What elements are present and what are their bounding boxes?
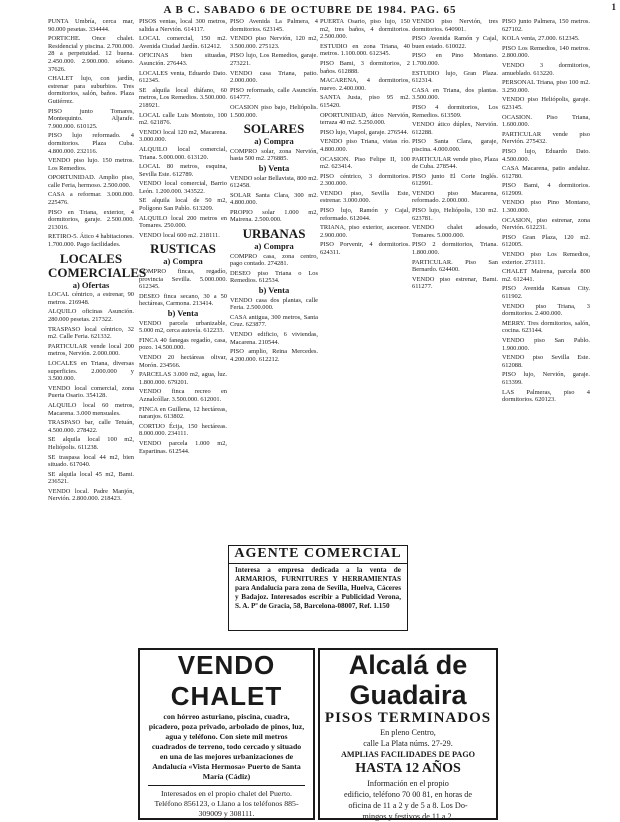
classified-ad: VENDO local comercial, Barrio León. 1.200.000. 343522. (139, 180, 227, 195)
page-mark: 1 (611, 2, 616, 12)
alcala-facilities: AMPLIAS FACILIDADES DE PAGO (340, 750, 476, 759)
classified-ad: VENDO piso Sevilla Este. 612088. (502, 354, 590, 369)
classified-ad: PISO céntrico, 3 dormitorios. 2.300.000. (320, 172, 410, 188)
classified-ad: SE alquila local diáfano, 60 metros, Los Remedios. 3.500.000. 218921. (139, 86, 227, 109)
solares-subheading-b: b) Venta (258, 162, 290, 173)
classified-ad: PISO lujo, Los Remedios, garaje. 273221. (230, 52, 318, 67)
classified-ad: VENDO local 120 m2, Macarena. 3.000.000. (139, 128, 227, 144)
urbanas-subheading-b: b) Venta (258, 285, 290, 296)
classified-ad: VENDO local 600 m2. 218111. (139, 231, 220, 239)
alcala-info-1: Información en el propio (367, 779, 449, 788)
urbanas-heading: URBANAS (242, 226, 306, 242)
classified-ad: FINCA 40 fanegas regadío, casa, pozo. 14.500.000. (139, 336, 227, 352)
classified-ad: PISO junto El Corte Inglés. 612991. (412, 172, 498, 188)
classified-ad: OCASION, piso estrenar, zona Nervión. 612231. (502, 216, 590, 232)
alcala-info-3: oficina de 11 a 2 y de 5 a 8. Los Do- (348, 801, 468, 810)
solares-heading: SOLARES (243, 121, 305, 137)
alcala-info-2: edificio, teléfono 70 00 81, en horas de (343, 790, 472, 799)
classified-ad: PISO amplio, Reina Mercedes. 4.200.000. 612212. (230, 348, 318, 363)
col5-ads (412, 18, 498, 291)
col6-ads (502, 18, 590, 404)
classified-ad: DESEO finca secano, 30 a 50 hectáreas, Carmona. 213414. (139, 292, 227, 308)
classified-ad: PISO en Pino Montano. 1.700.000. (412, 52, 498, 67)
classified-ad: PISO Santa Clara, garaje, piscina. 4.000.000. (412, 138, 498, 153)
alcala-location-2: calle La Plata núms. 27-29. (363, 739, 453, 748)
classified-ad: OPORTUNIDAD. Amplio piso, calle Feria, hermoso. 2.500.000. (48, 174, 134, 189)
rusticas-ads-b (139, 320, 227, 456)
alcala-subtitle: PISOS TERMINADOS (324, 710, 492, 726)
classified-ad: COMPRO fincas, regadío, provincia Sevilla. 5.000.000. 612345. (139, 268, 227, 291)
classified-ad: COMPRO casa, zona centro, pago contado. 274281. (230, 252, 318, 268)
classified-ad: OFICINAS bien situadas, Asunción. 276443. (139, 52, 227, 67)
classified-ad: SE alquila local de 50 m2, Polígono San Pablo. 613209. (139, 197, 227, 213)
column-6 (502, 18, 590, 818)
classified-ad: RETIRO-5. Ático 4 habitaciones. 1.700.000. Pago facilidades. (48, 233, 134, 249)
classified-ad: SE traspasa local 44 m2, bien situado. 617040. (48, 453, 134, 469)
classified-ad: SOLAR Santa Clara, 300 m2. 4.800.000. (230, 191, 318, 207)
classified-ad: VENDO piso estrenar, Bami. 611277. (412, 275, 498, 291)
classified-ad: LOCALES en Triana, diversas superficies. 2.000.000 y 3.500.000. (48, 359, 134, 383)
solares-subheading-a: a) Compra (254, 136, 294, 147)
classified-ad: PISO Los Remedios, 140 metros. 2.800.000. (502, 44, 590, 60)
classified-ad: PISO lujo, Heliópolis, 130 m2. 623781. (412, 207, 498, 222)
classified-ad: SANTA Justa, piso 95 m2. 615420. (320, 94, 410, 109)
classified-ad: MACARENA, 4 dormitorios, nuevo. 2.400.000. (320, 77, 410, 92)
classified-ad: VENDO solar Bellavista, 800 m2. 612458. (230, 174, 318, 190)
classified-ad: TRASPASO local céntrico, 32 m2. Calle Feria. 621332. (48, 325, 134, 341)
classified-ad: VENDO piso Triana, 3 dormitorios. 2.400.000. (502, 302, 590, 318)
classified-ad: VENDO piso Macarena, reformado. 2.000.000. (412, 189, 498, 205)
alcala-years: HASTA 12 AÑOS (355, 761, 461, 776)
classified-ad: LOCAL 80 metros, esquina, Sevilla Este. 612789. (139, 163, 227, 178)
classified-ad: PISO 2 dormitorios, Triana. 1.800.000. (412, 241, 498, 257)
classified-ad: CHALET lujo, con jardín, estrenar para suburbios. Tres dormitorios, salón, baños. Plaza Gutiérrez. (48, 75, 134, 105)
classified-ad: OCASION. Piso Felipe II, 100 m2. 623414. (320, 155, 410, 171)
rusticas-heading: RUSTICAS (150, 241, 216, 257)
classified-ad: VENDO piso Nervión, tres dormitorios. 640901. (412, 18, 498, 33)
classified-ad: ESTUDIO en zona Triana, 40 metros. 1.100.000. 612345. (320, 42, 410, 58)
classified-ad: VENDO local. Padre Manjón, Nervión. 2.800.000. 218423. (48, 487, 134, 503)
classified-ad: FINCA en Guillena, 12 hectáreas, naranjos. 613802. (139, 405, 227, 421)
classified-ad: CASA antigua, 300 metros, Santa Cruz. 623877. (230, 313, 318, 329)
classified-ad: PISO Avenida La Palmera, 4 dormitorios. 623145. (230, 18, 318, 33)
classified-ad: PUERTA Osario, piso lujo, 150 m2, tres baños, 4 dormitorios. 2.500.000. (320, 18, 410, 41)
column-4 (320, 18, 410, 560)
classified-ad: PARTICULAR vende local 200 metros, Nervión. 2.000.000. (48, 342, 134, 358)
classified-ad: OCASION. Piso Triana, 1.600.000. (502, 113, 590, 129)
classified-ad: PROPIO solar 1.000 m2, Mairena. 2.500.000. (230, 208, 318, 224)
classified-ad: VENDO piso lujo. 150 metros. Los Remedios. (48, 157, 134, 172)
classified-ad: LOCAL calle Luis Montoto, 100 m2. 621876. (139, 111, 227, 127)
classified-ad: VENDO piso Los Remedios, exterior. 273111. (502, 251, 590, 266)
classified-ad: PISOS ventas, local 300 metros, salida a Nervión. 614117. (139, 18, 227, 33)
classified-ad: VENDO parcela urbanizable, 5.000 m2, cerca autovía. 612233. (139, 319, 227, 335)
classified-ad: SE alquila local 100 m2, Heliópolis. 611238. (48, 436, 134, 451)
classified-ad: VENDO piso Triana, vistas río. 4.800.000. (320, 138, 410, 153)
classified-ad: PARTICULAR. Piso San Bernardo. 624400. (412, 258, 498, 274)
alcala-title: Alcalá de Guadaira (348, 650, 468, 710)
classified-ad: PISO Avenida Kansas City. 611902. (502, 285, 590, 300)
classified-ad: OCASION piso bajo, Heliópolis. 1.500.000. (230, 103, 318, 119)
classified-ad: PISO lujo, Viapol, garaje. 276544. (320, 128, 409, 136)
classified-ad: PISO Gran Plaza, 120 m2. 612005. (502, 233, 590, 249)
classified-ad: PISO Porvenir, 4 dormitorios. 624311. (320, 241, 410, 257)
classified-ad: ALQUILO local comercial, Triana. 5.000.000. 613120. (139, 145, 227, 161)
column-3 (230, 18, 318, 560)
classified-ad: PISO lujo, Nervión, garaje. 613399. (502, 371, 590, 386)
column-2 (139, 18, 227, 618)
classified-ad: COMPRO solar, zona Nervión, hasta 500 m2. 276885. (230, 147, 318, 163)
classified-ad: PORTICHE. Once chalet. Residencial y piscina. 2.700.000. 28 a perpetuidad. 12 buena. 2.450.000. 2.900.000. sótano. 37626. (48, 35, 134, 73)
classified-ad: TRASPASO bar, calle Tetuán, 4.500.000. 278422. (48, 419, 134, 434)
classified-ad: VENDO 20 hectáreas olivar, Morón. 234566. (139, 353, 227, 369)
alcala-guadaira-ad (318, 648, 498, 820)
alcala-location-1: En pleno Centro, (380, 728, 436, 737)
rusticas-ads-a (139, 268, 227, 308)
agente-title: AGENTE COMERCIAL (234, 546, 402, 561)
col3-ads (230, 18, 318, 119)
classified-ad: VENDO chalet adosado, Tomares. 5.000.000. (412, 224, 498, 239)
chalet-footer: Interesados en el propio chalet del Puerto. Teléfono 856123, o Llano a los teléfonos 885-309009 y 308111. (154, 789, 299, 818)
classified-ad: TRIANA, piso exterior, ascensor. 2.900.000. (320, 224, 410, 239)
classified-ad: PISO Bami, 4 dormitorios. 612909. (502, 182, 590, 197)
page-header: A B C. SABADO 6 DE OCTUBRE DE 1984. PAG. 65 (163, 4, 457, 16)
classified-ad: PISO junto Palmera, 150 metros. 627102. (502, 18, 590, 33)
classified-ad: LOCAL comercial, 150 m2. Avenida Ciudad Jardín. 612412. (139, 35, 227, 50)
classified-ad: VENDO local comercial, zona Puerta Osario. 354128. (48, 384, 134, 400)
classified-ad: VENDO casa dos plantas, calle Feria. 2.500.000. (230, 296, 318, 312)
classified-ad: LOCALES venta, Eduardo Dato. 612345. (139, 69, 227, 85)
classified-ad: SE alquila local 45 m2, Bami. 236521. (48, 470, 134, 486)
classified-ad: VENDO piso Heliópolis, garaje. 623145. (502, 96, 590, 111)
rusticas-subheading-b: b) Venta (167, 308, 199, 318)
classified-ad: PISO lujo, Eduardo Dato. 4.500.000. (502, 147, 590, 163)
classified-ad: CORTIJO Écija, 150 hectáreas. 8.000.000. 234111. (139, 422, 227, 438)
classified-ad: ALQUILO oficinas Asunción. 280.000 pesetas. 217322. (48, 308, 134, 323)
classified-ad: CASA Macarena, patio andaluz. 612780. (502, 165, 590, 180)
classified-ad: MERRY. Tres dormitorios, salón, cocina. 623144. (502, 319, 590, 335)
classified-ad: VENDO piso Pino Montano, 1.300.000. (502, 199, 590, 215)
classified-ad: LAS Palmeras, piso 4 dormitorios. 620123. (502, 388, 590, 404)
classified-ad: PUNTA Umbría, cerca mar, 90.000 pesetas. 334444. (48, 18, 134, 33)
classified-ad: VENDO ático dúplex, Nervión. 612288. (412, 121, 498, 136)
classified-ad: VENDO piso, Sevilla Este, estrenar. 3.000.000. (320, 189, 410, 205)
classified-ad: DESEO piso Triana o Los Remedios. 612534. (230, 269, 318, 285)
classified-ad: PISO lujo, Ramón y Cajal, reformado. 612044. (320, 207, 410, 222)
classified-ad: VENDO edificio, 6 viviendas, Macarena. 210544. (230, 331, 318, 346)
classified-ad: OPORTUNIDAD, ático Nervión, terraza 40 m2. 5.250.000. (320, 111, 410, 127)
classified-ad: PISO Bami, 3 dormitorios, 2 baños. 612888. (320, 59, 410, 75)
column-1 (48, 18, 147, 818)
classified-ad: CASA en Triana, dos plantas. 3.500.000. (412, 86, 498, 102)
rusticas-subheading-a: a) Compra (163, 256, 203, 267)
col1-ads (48, 18, 134, 249)
urbanas-ads-a (230, 253, 318, 285)
classified-ad: PISO 4 dormitorios, Los Remedios. 613509. (412, 103, 498, 119)
classified-ad: PISO Avenida Ramón y Cajal, buen estado. 610022. (412, 35, 498, 50)
locales-ads (48, 291, 134, 503)
classified-ad: PARTICULAR vende piso Nervión. 275432. (502, 130, 590, 146)
classified-ad: PISO en Triana, exterior, 4 dormitorios, garaje. 2.500.000. 213016. (48, 208, 134, 231)
classified-ad: ESTUDIO lujo, Gran Plaza. 612314. (412, 69, 498, 85)
locales-heading: LOCALES COMERCIALES (48, 250, 147, 280)
classified-ad: CHALET Mairena, parcela 800 m2. 612441. (502, 268, 590, 283)
locales-subheading: a) Ofertas (72, 279, 110, 290)
classified-ad: ALQUILO local 200 metros en Tomares. 250.000. (139, 214, 227, 230)
classified-ad: LOCAL céntrico, a estrenar, 90 metros. 216948. (48, 291, 134, 306)
classified-ad: CASA a reformar. 3.000.000. 225476. (48, 191, 134, 207)
classified-ad: PISO reformado, calle Asunción. 614777. (230, 86, 318, 102)
chalet-title: VENDO CHALET (170, 650, 283, 711)
urbanas-subheading-a: a) Compra (254, 241, 294, 252)
classified-ad: VENDO casa Triana, patio. 2.000.000. (230, 69, 318, 85)
solares-ads-b (230, 175, 318, 225)
classified-ad: KOLA venta, 27.000. 612345. (502, 35, 580, 43)
classified-ad: VENDO parcela 1.000 m2, Espartinas. 612544. (139, 439, 227, 455)
agente-comercial-ad (228, 545, 408, 631)
classified-ad: PISO lujo reformado. 4 dormitorios. Plaza Cuba. 4.800.000. 232116. (48, 132, 134, 155)
solares-ads-a (230, 148, 318, 163)
alcala-info-4: mingos y festivos de 11 a 2. (362, 812, 454, 821)
agente-body: Interesa a empresa dedicada a la venta de ARMARIOS, FURNITURES Y HERRAMIENTAS para Andalucía para zona de Sevilla, Huelva, Cáceres y Badajoz. Interesados escribir a Publicidad Verona, S. A. Pº de Gracia, 58, Barcelona-08007, Ref. 1.150 (235, 566, 401, 610)
classified-ad: ALQUILO local 60 metros, Macarena. 3.000 mensuales. (48, 401, 134, 417)
classified-ad: PERSONAL Triana, piso 100 m2. 3.250.000. (502, 79, 590, 94)
col4-ads (320, 18, 410, 257)
classified-ad: PARCELAS 3.000 m2, agua, luz. 1.800.000. 679201. (139, 371, 227, 386)
classified-ad: VENDO piso San Pablo. 1.900.000. (502, 336, 590, 352)
classified-ad: PARTICULAR vende piso, Plaza de Cuba. 278544. (412, 155, 498, 171)
classified-ad: VENDO piso Nervión, 120 m2, 3.500.000. 275123. (230, 35, 318, 50)
chalet-body: con hórreo asturiano, piscina, cuadra, picadero, poza privado, arbolado de pinos, luz, agua y teléfono. Con siete mil metros cuadrados de terreno, todo cercado y situado en una de las mejores urbanizaciones de Andalucía «Vista Hermosa» Puerto de Santa María (Cádiz) (148, 712, 305, 781)
classified-ad: PISO junto Tomares, Montequinto. Aljarafe. 7.900.000. 610125. (48, 107, 134, 130)
classified-ad: VENDO finca recreo en Aznalcóllar. 3.500.000. 612001. (139, 388, 227, 403)
classified-ad: VENDO 3 dormitorios, amueblado. 613220. (502, 61, 590, 77)
urbanas-ads-b (230, 297, 318, 364)
col2-ads (139, 18, 227, 239)
vendo-chalet-ad (138, 648, 315, 820)
